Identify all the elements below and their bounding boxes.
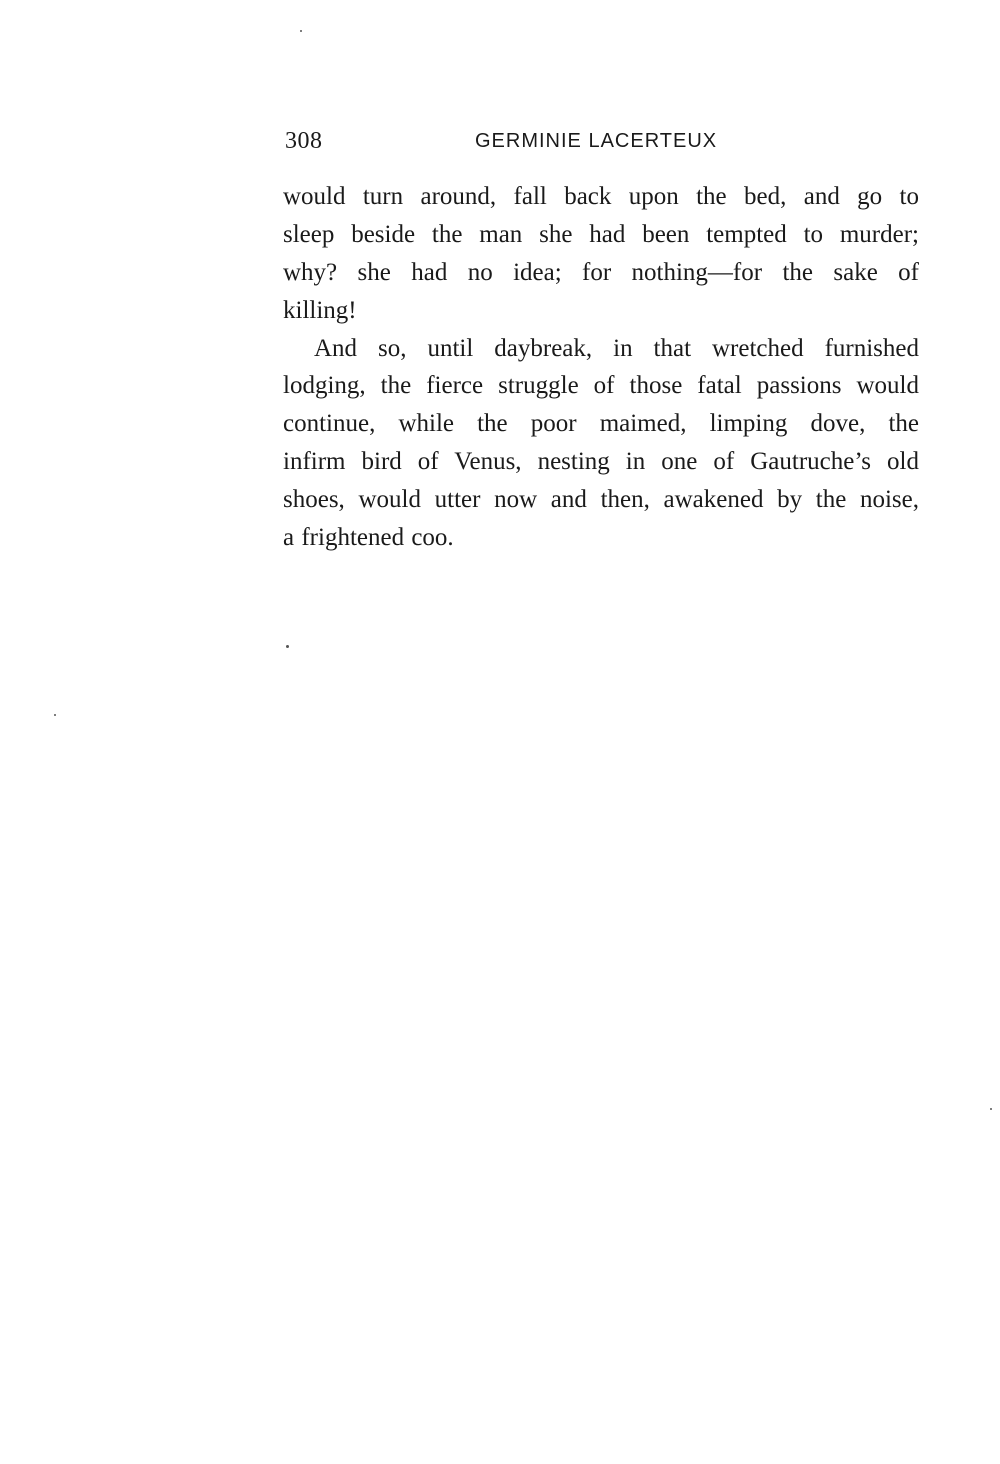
text-line: killing! — [283, 296, 357, 324]
text-line: infirm bird of Venus, nesting in one of Gautruche’s old — [283, 448, 919, 476]
text-line: And so, until daybreak, in that wretched furnished — [314, 334, 919, 362]
text-line: why? she had no idea; for nothing—for the sake of — [283, 258, 919, 286]
paragraph-1 — [283, 178, 919, 330]
text-line: would turn around, fall back upon the bed, and go to — [283, 183, 919, 210]
body-text — [283, 178, 919, 557]
text-line: a frightened coo. — [283, 524, 454, 552]
page-number: 308 — [285, 128, 323, 154]
scan-speck — [990, 1108, 992, 1110]
text-line: sleep beside the man she had been tempted to murder; — [283, 220, 919, 248]
text-line: continue, while the poor maimed, limping dove, the — [283, 410, 919, 438]
scan-speck — [300, 30, 302, 32]
paragraph-2 — [283, 330, 919, 557]
text-line: lodging, the fierce struggle of those fatal passions would — [283, 372, 919, 400]
running-head — [283, 124, 919, 160]
running-title: GERMINIE LACERTEUX — [475, 130, 718, 152]
text-line: shoes, would utter now and then, awakened by the noise, — [283, 486, 919, 514]
scan-speck — [54, 714, 56, 716]
scan-speck — [286, 645, 289, 648]
